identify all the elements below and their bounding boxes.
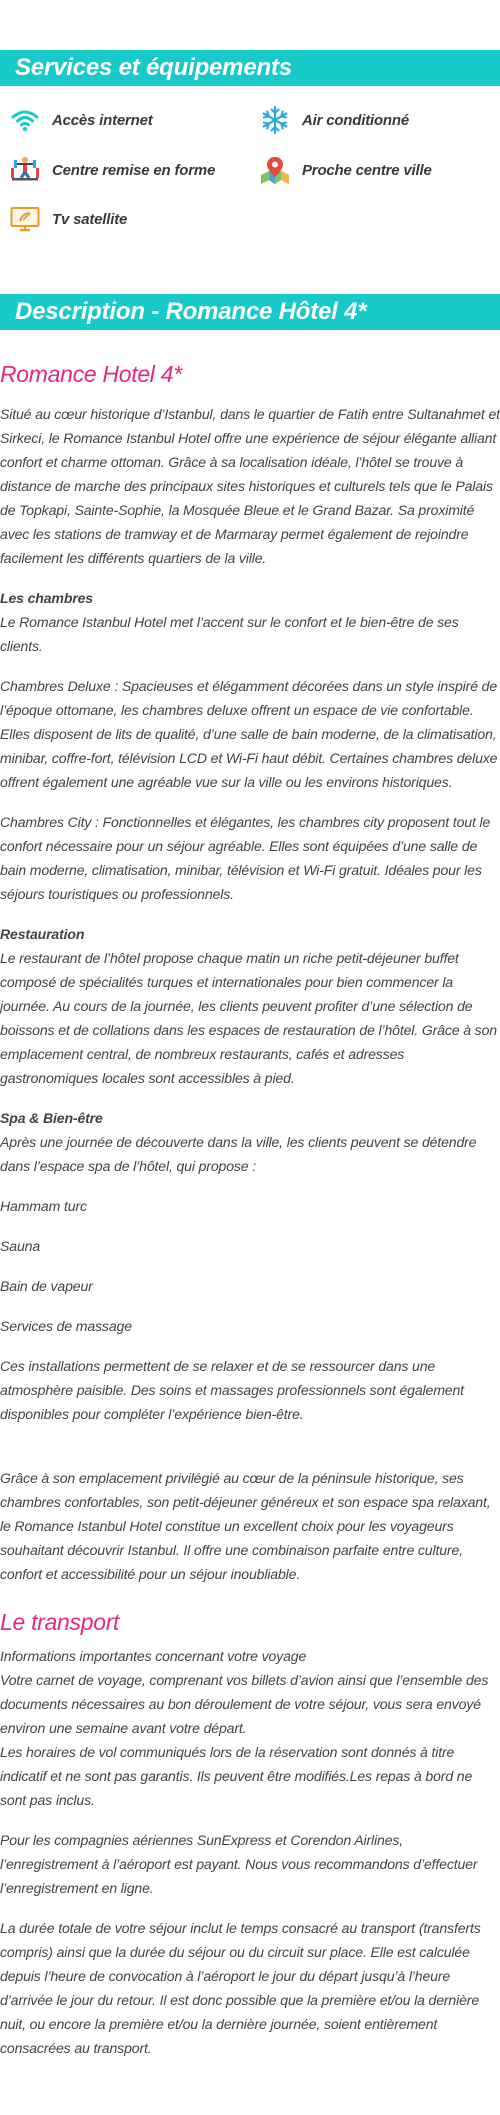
spa-list-item: Sauna xyxy=(0,1238,41,1254)
city-paragraph: Chambres City : Fonctionnelles et élégantes, les chambres city proposent tout le confort nécessaire pour un séjour agréable. Elles sont équipées d’une salle de bain moderne, climatisation, minibar, télévision et Wi-Fi gratuit. Idéales pour les séjours touristiques ou professionnels. xyxy=(0,814,491,902)
restaurant-section xyxy=(0,922,500,1090)
amenity-internet xyxy=(8,105,153,135)
wifi-icon xyxy=(8,105,42,135)
rooms-heading: Les chambres xyxy=(0,590,93,606)
snowflake-icon xyxy=(258,105,292,135)
description-banner: Description - Romance Hôtel 4* xyxy=(0,294,500,330)
deluxe-paragraph: Chambres Deluxe : Spacieuses et élégamment décorées dans un style inspiré de l’époque ottomane, les chambres deluxe offrent un espace de vie confortable. Elles disposent de lits de qualité, d’une salle de bain moderne, de la climatisation, minibar, coffre-fort, télévision LCD et Wi-Fi haut débit. Certaines chambres deluxe offrent également une agréable vue sur la ville ou les environs historiques. xyxy=(0,678,498,790)
tv-icon xyxy=(8,204,42,234)
intro-paragraph: Situé au cœur historique d’Istanbul, dans le quartier de Fatih entre Sultanahmet et Sirkeci, le Romance Istanbul Hotel offre une expérience de séjour élégante alliant confort et charme ottoman. Grâce à sa localisation idéale, l’hôtel se trouve à distance de marche des principaux sites historiques et culturels tels que le Palais de Topkapi, Sainte-Sophie, la Mosquée Bleue et le Grand Bazar. Sa proximité avec les stations de tramway et de Marmaray permet également de rejoindre facilement les différents quartiers de la ville. xyxy=(0,406,500,566)
rooms-section xyxy=(0,586,500,658)
fitness-icon xyxy=(8,155,42,185)
amenity-satellite-tv xyxy=(8,204,127,234)
amenity-air-conditioning xyxy=(258,105,409,135)
spacer xyxy=(0,1442,500,1466)
restaurant-text: Le restaurant de l’hôtel propose chaque matin un riche petit-déjeuner buffet composé de spécialités turques et internationales pour bien commencer la journée. Au cours de la journée, les clients peuvent profiter d’une sélection de boissons et de collations dans les espaces de restauration de l’hôtel. Grâce à son emplacement central, de nombreux restaurants, cafés et adresses gastronomiques locales sont accessibles à pied. xyxy=(0,950,497,1086)
transport-info-text: Votre carnet de voyage, comprenant vos billets d’avion ainsi que l’ensemble des documents nécessaires au bon déroulement de votre séjour, vous sera envoyé environ une semaine avant votre départ. xyxy=(0,1672,489,1736)
amenity-city-centre xyxy=(258,155,432,185)
transport-airlines-paragraph: Pour les compagnies aériennes SunExpress et Corendon Airlines, l’enregistrement à l’aéroport est payant. Nous vous recommandons d’effectuer l’enregistrement en ligne. xyxy=(0,1832,478,1896)
amenity-fitness xyxy=(8,155,215,185)
spa-list-item: Services de massage xyxy=(0,1318,132,1334)
transport-title: Le transport xyxy=(0,1609,120,1635)
transport-info-heading: Informations importantes concernant votre voyage xyxy=(0,1648,307,1664)
map-pin-icon xyxy=(258,155,292,185)
description-content xyxy=(0,354,500,2076)
amenity-label: Accès internet xyxy=(52,111,153,129)
amenity-label: Centre remise en forme xyxy=(52,161,216,179)
rooms-text: Le Romance Istanbul Hotel met l’accent sur le confort et le bien-être de ses clients. xyxy=(0,614,459,654)
spa-list-item: Hammam turc xyxy=(0,1198,87,1214)
restaurant-heading: Restauration xyxy=(0,926,85,942)
transport-duration-paragraph: La durée totale de votre séjour inclut le temps consacré au transport (transferts compris) ainsi que la durée du séjour ou du circuit sur place. Elle est calculée depuis l’heure de convocation à l’aéroport le jour du départ jusqu’à l’heure d’arrivée le jour du retour. Il est donc possible que la première et/ou la dernière nuit, ou encore la première et/ou la dernière journée, soient entièrement consacrées au transport. xyxy=(0,1920,481,2056)
spa-text: Après une journée de découverte dans la ville, les clients peuvent se détendre dans l’espace spa de l’hôtel, qui propose : xyxy=(0,1134,477,1174)
spa-closing-paragraph: Ces installations permettent de se relaxer et de se ressourcer dans une atmosphère paisible. Des soins et massages professionnels sont également disponibles pour compléter l’expérience bien-être. xyxy=(0,1358,464,1422)
amenity-label: Tv satellite xyxy=(52,210,128,228)
amenity-label: Proche centre ville xyxy=(302,161,432,179)
conclusion-paragraph: Grâce à son emplacement privilégié au cœur de la péninsule historique, ses chambres confortables, son petit-déjeuner généreux et son espace spa relaxant, le Romance Istanbul Hotel constitue un excellent choix pour les voyageurs souhaitant découvrir Istanbul. Il offre une combinaison parfaite entre culture, confort et accessibilité pour un séjour inoubliable. xyxy=(0,1470,491,1582)
spa-list-item: Bain de vapeur xyxy=(0,1278,93,1294)
spa-section xyxy=(0,1106,500,1178)
spa-heading: Spa & Bien-être xyxy=(0,1110,103,1126)
services-banner: Services et équipements xyxy=(0,50,500,86)
transport-flight-text: Les horaires de vol communiqués lors de la réservation sont donnés à titre indicatif et ne sont pas garantis. Ils peuvent être modifiés.Les repas à bord ne sont pas inclus. xyxy=(0,1744,473,1808)
hotel-title: Romance Hotel 4* xyxy=(0,361,182,387)
transport-info-section xyxy=(0,1644,500,1812)
amenity-label: Air conditionné xyxy=(302,111,409,129)
